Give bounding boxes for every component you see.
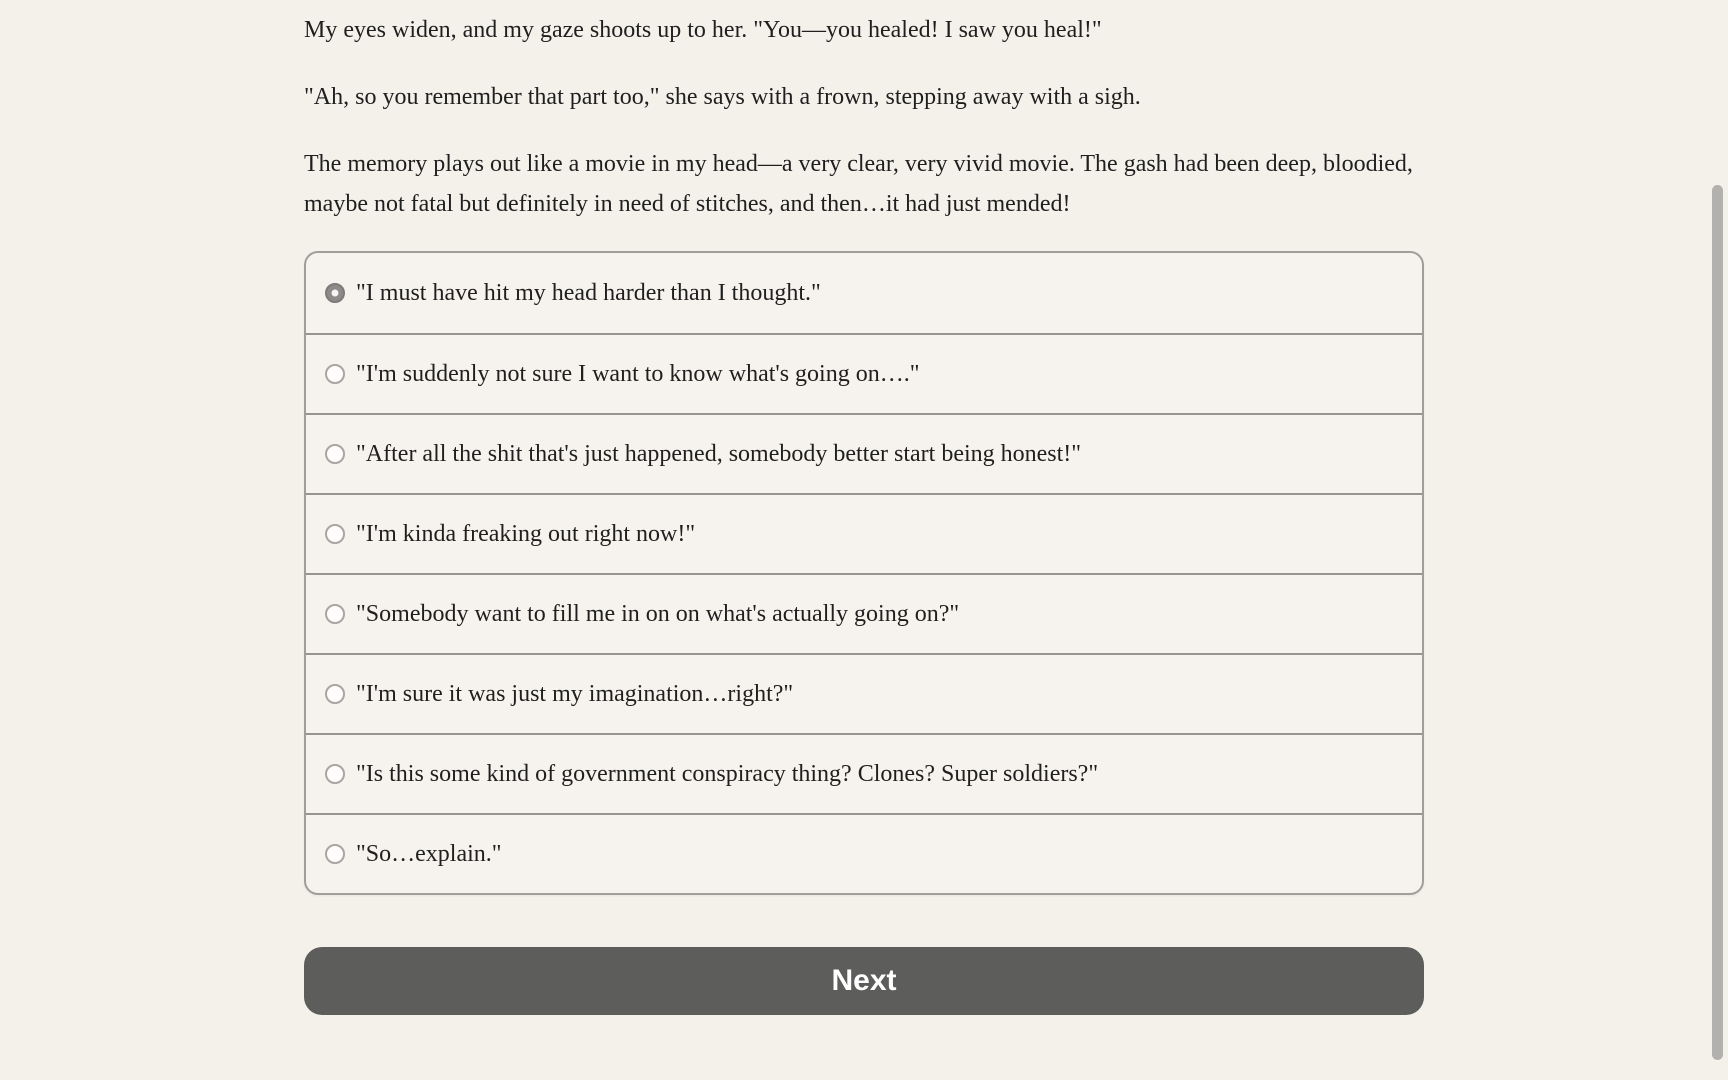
choice-label: "I must have hit my head harder than I thought.": [356, 279, 821, 306]
choice-label: "So…explain.": [356, 840, 502, 867]
choice-option[interactable]: [306, 253, 1422, 333]
next-button[interactable]: Next: [304, 947, 1424, 1015]
choice-label: "I'm kinda freaking out right now!": [356, 520, 696, 547]
story-paragraph: The memory plays out like a movie in my head—a very clear, very vivid movie. The gash had been deep, bloodied, maybe not fatal but definitely in need of stitches, and then…it had just mended!: [304, 150, 1413, 218]
choice-label: "Somebody want to fill me in on on what's actually going on?": [356, 600, 960, 627]
choice-label: "I'm sure it was just my imagination…right?": [356, 680, 794, 707]
choice-option[interactable]: [306, 573, 1422, 653]
radio-button-icon[interactable]: [325, 684, 345, 704]
story-paragraph: My eyes widen, and my gaze shoots up to her. "You—you healed! I saw you heal!": [304, 17, 1102, 43]
choice-option[interactable]: [306, 813, 1422, 893]
choice-label: "I'm suddenly not sure I want to know what's going on….": [356, 360, 920, 387]
radio-button-icon[interactable]: [325, 283, 345, 303]
radio-button-icon[interactable]: [325, 524, 345, 544]
story-page: [304, 0, 1424, 1015]
choice-label: "After all the shit that's just happened, somebody better start being honest!": [356, 440, 1082, 467]
radio-button-icon[interactable]: [325, 604, 345, 624]
radio-button-icon[interactable]: [325, 844, 345, 864]
choice-option[interactable]: [306, 333, 1422, 413]
scrollbar-thumb[interactable]: [1712, 185, 1723, 1060]
choice-list: [304, 251, 1424, 895]
story-paragraph: "Ah, so you remember that part too," she says with a frown, stepping away with a sigh.: [304, 83, 1141, 110]
radio-button-icon[interactable]: [325, 764, 345, 784]
choice-option[interactable]: [306, 493, 1422, 573]
choice-label: "Is this some kind of government conspiracy thing? Clones? Super soldiers?": [356, 760, 1099, 787]
choice-option[interactable]: [306, 413, 1422, 493]
radio-button-icon[interactable]: [325, 444, 345, 464]
radio-button-icon[interactable]: [325, 364, 345, 384]
choice-option[interactable]: [306, 733, 1422, 813]
choice-option[interactable]: [306, 653, 1422, 733]
